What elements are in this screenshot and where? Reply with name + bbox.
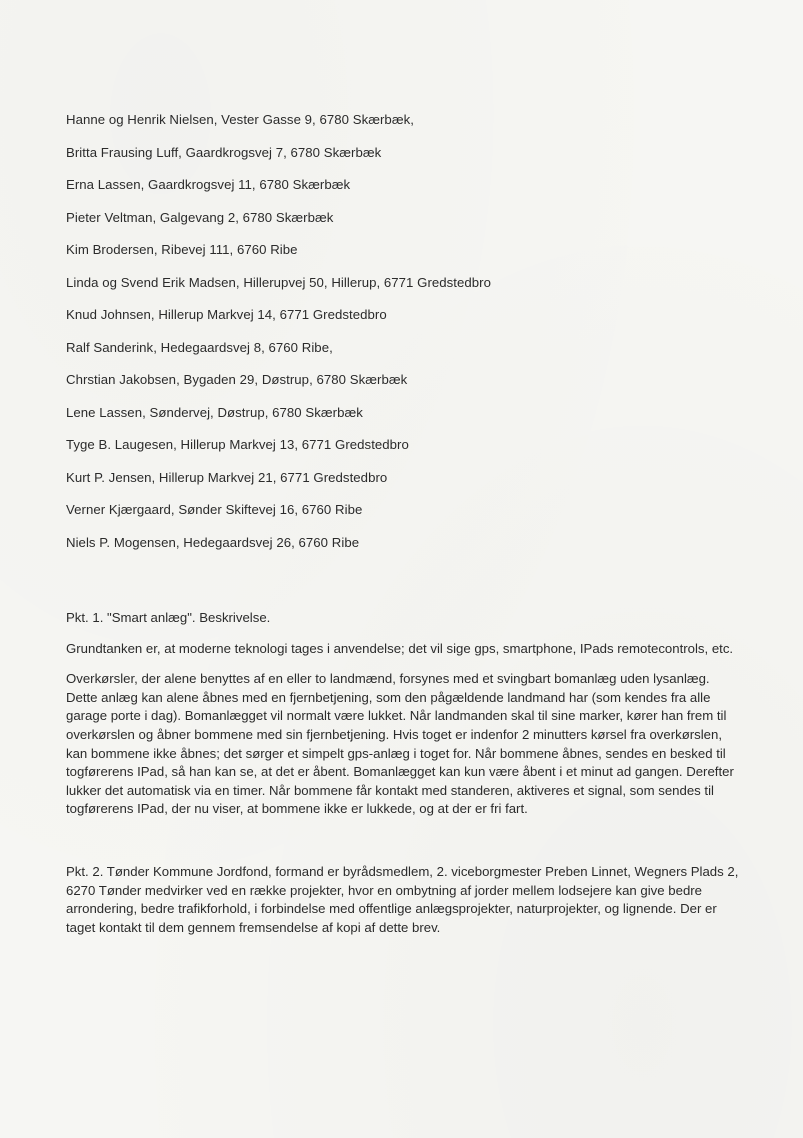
address-line: Knud Johnsen, Hillerup Markvej 14, 6771 Gredstedbro xyxy=(66,307,387,322)
section-1-heading: Pkt. 1. "Smart anlæg". Beskrivelse. xyxy=(66,610,271,625)
recipient-address-list xyxy=(66,112,743,567)
section-1-intro-paragraph: Grundtanken er, at moderne teknologi tages i anvendelse; det vil sige gps, smartphone, IPads remotecontrols, etc. xyxy=(66,640,734,656)
address-line: Linda og Svend Erik Madsen, Hillerupvej 50, Hillerup, 6771 Gredstedbro xyxy=(66,274,492,290)
address-line: Hanne og Henrik Nielsen, Vester Gasse 9, 6780 Skærbæk, xyxy=(66,112,414,127)
address-line: Niels P. Mogensen, Hedegaardsvej 26, 6760 Ribe xyxy=(66,534,360,550)
section-2-paragraph: Pkt. 2. Tønder Kommune Jordfond, formand er byrådsmedlem, 2. viceborgmester Preben Linnet, Wegners Plads 2, 6270 Tønder medvirker ved en række projekter, hvor en ombytning af jorder mellem lodsejere kan give bedre arrondering, bedre trafikforhold, i forbindelse med offentlige anlægsprojekter, naturprojekter, og lignende. Der er taget kontakt til dem gennem fremsendelse af kopi af dette brev. xyxy=(66,863,739,935)
address-line: Britta Frausing Luff, Gaardkrogsvej 7, 6780 Skærbæk xyxy=(66,144,382,160)
address-line: Kurt P. Jensen, Hillerup Markvej 21, 6771 Gredstedbro xyxy=(66,469,388,485)
address-line: Pieter Veltman, Galgevang 2, 6780 Skærbæk xyxy=(66,209,334,225)
section-1-description-paragraph: Overkørsler, der alene benyttes af en eller to landmænd, forsynes med et svingbart bomanlæg uden lysanlæg. Dette anlæg kan alene åbnes med en fjernbetjening, som den pågældende landmand har (som kendes fra alle garage porte i dag). Bomanlægget vil normalt være lukket. Når landmanden skal til sine marker, kører han frem til overkørslen og åbner bommene med sin fjernbetjening. Hvis toget er indenfor 2 minutters kørsel fra overkørslen, kan bommene ikke åbnes; det sørger et simpelt gps-anlæg i toget for. Når bommene åbnes, sendes en besked til togførerens IPad, så han kan se, at det er åbent. Bomanlægget kan kun være åbent i et minut ad gangen. Derefter lukker det automatisk via en timer. Når bommene får kontakt med standeren, aktiveres et signal, som sendes til togførerens IPad, der nu viser, at bommene ikke er lukkede, og at der er fri fart. xyxy=(66,671,734,817)
address-line: Verner Kjærgaard, Sønder Skiftevej 16, 6760 Ribe xyxy=(66,502,363,517)
address-line: Ralf Sanderink, Hedegaardsvej 8, 6760 Ribe, xyxy=(66,339,333,355)
address-line: Lene Lassen, Søndervej, Døstrup, 6780 Skærbæk xyxy=(66,404,363,420)
address-line: Tyge B. Laugesen, Hillerup Markvej 13, 6771 Gredstedbro xyxy=(66,437,409,452)
address-line: Chrstian Jakobsen, Bygaden 29, Døstrup, 6780 Skærbæk xyxy=(66,372,408,387)
address-line: Kim Brodersen, Ribevej 111, 6760 Ribe xyxy=(66,242,298,257)
address-line: Erna Lassen, Gaardkrogsvej 11, 6780 Skærbæk xyxy=(66,177,351,192)
